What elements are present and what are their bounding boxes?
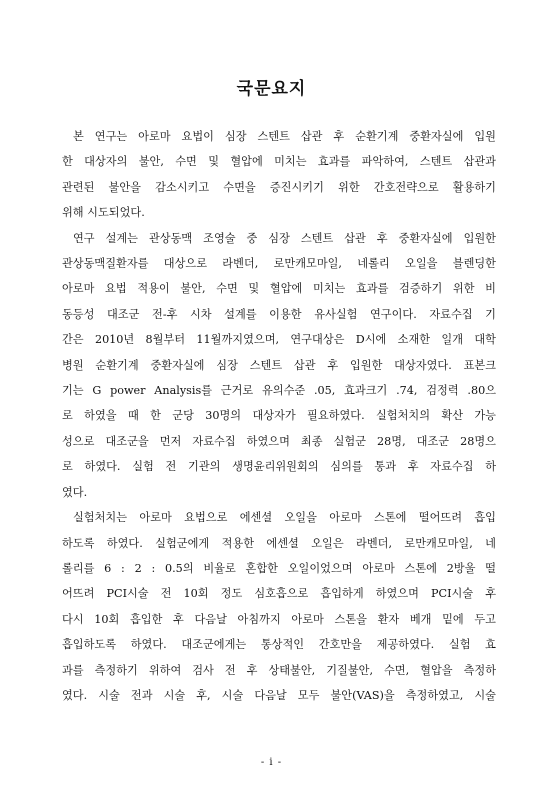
- text-line: 실험처치는 아로마 요법으로 에센셜 오일을 아로마 스톤에 떨어뜨려 흡입: [73, 511, 496, 525]
- text-line: 롤리를 6 : 2 : 0.5의 비율로 혼합한 오일이었으며 아로마 스톤에 2방울 떨: [62, 561, 496, 575]
- text-line: 한 대상자의 불안, 수면 및 혈압에 미치는 효과를 파악하여, 스텐트 삽관과: [62, 155, 496, 169]
- text-line: 로 하였을 때 한 군당 30명의 대상자가 필요하였다. 실험처치의 확산 가능: [62, 409, 496, 423]
- text-line: 였다. 시술 전과 시술 후, 시술 다음날 모두 불안(VAS)을 측정하였고, 시술: [62, 688, 496, 702]
- text-line: 간은 2010년 8월부터 11월까지였으며, 연구대상은 D시에 소재한 일개 대학: [62, 333, 496, 347]
- paragraph-2: [62, 226, 496, 505]
- paragraph-1: [62, 124, 496, 226]
- text-line: 동등성 대조군 전-후 시차 설계를 이용한 유사실험 연구이다. 자료수집 기: [62, 307, 496, 321]
- text-line: 위해 시도되었다.: [62, 206, 145, 220]
- abstract-body: [62, 124, 496, 708]
- text-line: 관상동맥질환자를 대상으로 라벤더, 로만캐모마일, 네롤리 오일을 블렌딩한: [62, 257, 496, 271]
- text-line: 관련된 불안을 감소시키고 수면을 증진시키기 위한 간호전략으로 활용하기: [62, 180, 496, 194]
- page-title: 국문요지: [236, 79, 307, 99]
- text-line: 성으로 대조군을 먼저 자료수집 하였으며 최종 실험군 28명, 대조군 28명으: [62, 434, 496, 448]
- text-line: 흡입하도록 하였다. 대조군에게는 통상적인 간호만을 제공하였다. 실험 효: [62, 638, 496, 652]
- page-number: - i -: [260, 757, 283, 768]
- text-line: 본 연구는 아로마 요법이 심장 스텐트 삽관 후 순환기계 중환자실에 입원: [73, 130, 496, 143]
- text-line: 어뜨려 PCI시술 전 10회 정도 심호흡으로 흡입하게 하였으며 PCI시술 후: [62, 587, 496, 601]
- text-line: 연구 설계는 관상동맥 조영술 중 심장 스텐트 삽관 후 중환자실에 입원한: [73, 231, 496, 245]
- text-line: 기는 G power Analysis를 근거로 유의수준 .05, 효과크기 .74, 검정력 .80으: [62, 384, 496, 398]
- text-line: 병원 순환기계 중환자실에 심장 스텐트 삽관 후 입원한 대상자였다. 표본크: [62, 358, 496, 372]
- text-line: 하도록 하였다. 실험군에게 적용한 에센셜 오일은 라벤더, 로만캐모마일, 네: [62, 536, 496, 550]
- text-line: 였다.: [62, 485, 88, 499]
- text-line: 아로마 요법 적용이 불안, 수면 및 혈압에 미치는 효과를 검증하기 위한 비: [62, 282, 496, 296]
- text-line: 과를 측정하기 위하여 검사 전 후 상태불안, 기질불안, 수면, 혈압을 측정하: [62, 663, 496, 677]
- text-line: 로 하였다. 실험 전 기관의 생명윤리위원회의 심의를 통과 후 자료수집 하: [62, 460, 496, 474]
- paragraph-3: [62, 505, 496, 708]
- text-line: 다시 10회 흡입한 후 다음날 아침까지 아로마 스톤을 환자 베개 밑에 두고: [62, 612, 496, 626]
